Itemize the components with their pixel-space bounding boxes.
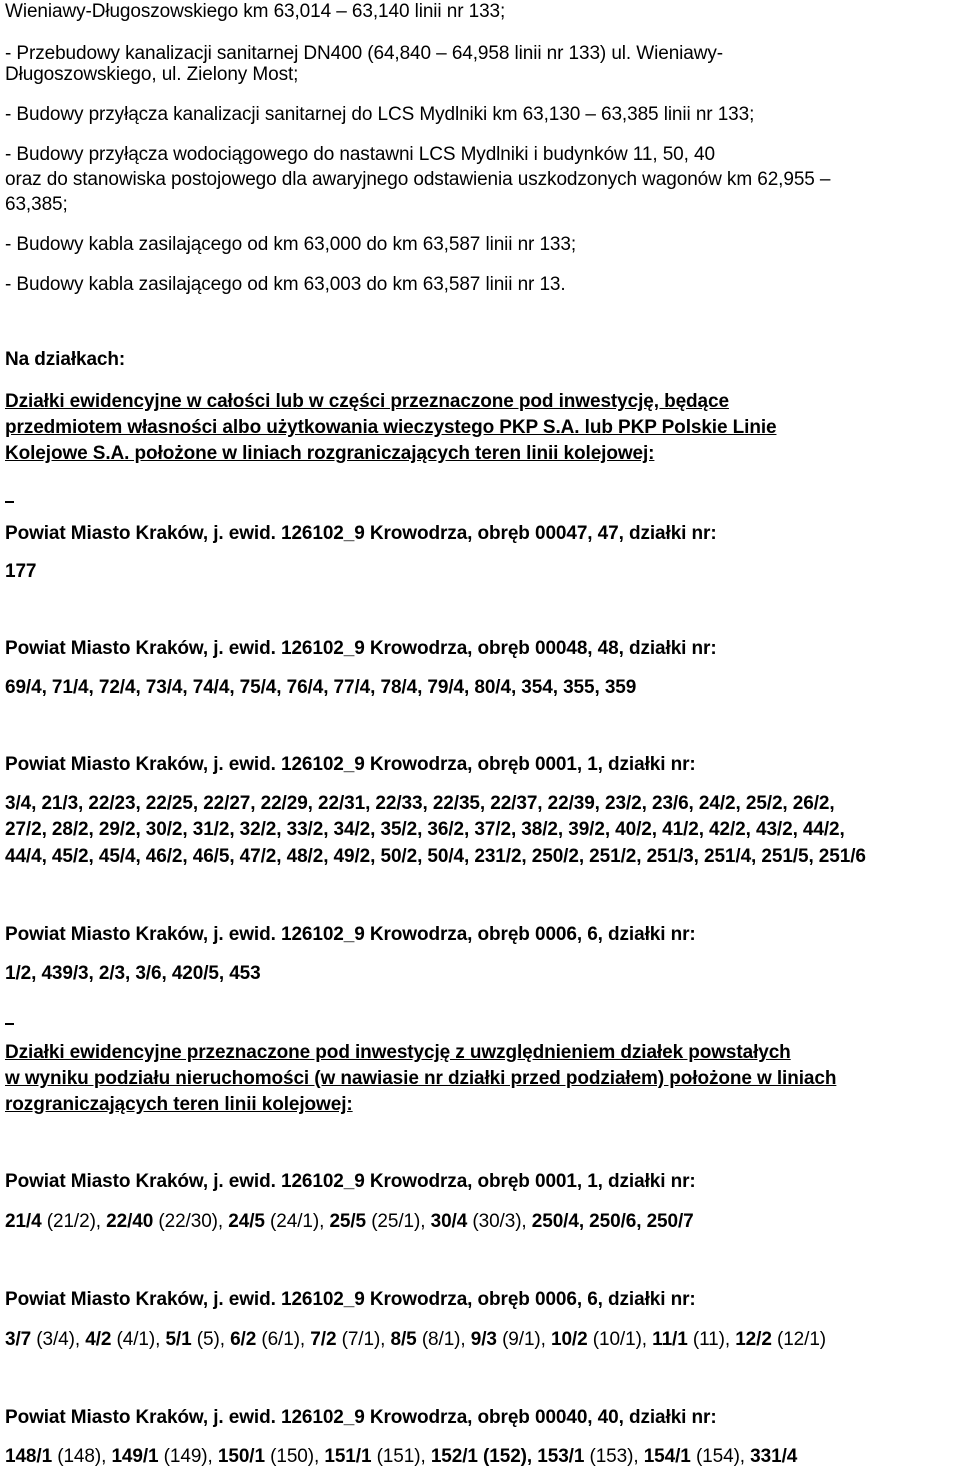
intro-line: - Budowy kabla zasilającego od km 63,003 do km 63,587 linii nr 13. bbox=[5, 274, 566, 295]
parcel-list-line bbox=[5, 1445, 797, 1469]
parcel-number: 3/7 bbox=[5, 1329, 32, 1350]
parcel-number: 22/40 bbox=[106, 1211, 154, 1232]
group1-heading-line: Działki ewidencyjne w całości lub w części przeznaczone pod inwestycję, będące bbox=[5, 391, 729, 412]
separator-dash bbox=[5, 1023, 14, 1025]
parcel-number: 24/5 bbox=[228, 1211, 265, 1232]
previous-parcel-number: (12/1) bbox=[771, 1329, 827, 1350]
parcel-list-line: 44/4, 45/2, 45/4, 46/2, 46/5, 47/2, 48/2, 49/2, 50/2, 50/4, 231/2, 250/2, 251/2, 251/3, 251/4, 251/5, 251/6 bbox=[5, 846, 866, 867]
group1-heading-line: przedmiotem własności albo użytkowania wieczystego PKP S.A. lub PKP Polskie Linie bbox=[5, 417, 777, 438]
parcel-block-header: Powiat Miasto Kraków, j. ewid. 126102_9 Krowodrza, obręb 00040, 40, działki nr: bbox=[5, 1407, 717, 1428]
parcel-number: 149/1 bbox=[111, 1446, 159, 1467]
parcel-block-header: Powiat Miasto Kraków, j. ewid. 126102_9 Krowodrza, obręb 00048, 48, działki nr: bbox=[5, 638, 717, 659]
parcel-number: 4/2 bbox=[85, 1329, 112, 1350]
previous-parcel-number: (11), bbox=[687, 1329, 736, 1350]
section-heading: Na działkach: bbox=[5, 349, 126, 370]
parcel-number: 10/2 bbox=[551, 1329, 588, 1350]
previous-parcel-number: (22/30), bbox=[153, 1211, 229, 1232]
previous-parcel-number: (24/1), bbox=[264, 1211, 330, 1232]
previous-parcel-number: (10/1), bbox=[587, 1329, 653, 1350]
parcel-number: 21/4 bbox=[5, 1211, 42, 1232]
parcel-number: 6/2 bbox=[230, 1329, 257, 1350]
intro-line: Długoszowskiego, ul. Zielony Most; bbox=[5, 64, 299, 85]
parcel-number: 12/2 bbox=[735, 1329, 772, 1350]
parcel-block-header: Powiat Miasto Kraków, j. ewid. 126102_9 Krowodrza, obręb 0006, 6, działki nr: bbox=[5, 924, 696, 945]
parcel-number: 25/5 bbox=[329, 1211, 367, 1232]
parcel-number: 8/5 bbox=[390, 1329, 417, 1350]
parcel-number: 7/2 bbox=[310, 1329, 337, 1350]
parcel-number: 331/4 bbox=[750, 1446, 798, 1467]
previous-parcel-number: (6/1), bbox=[256, 1329, 311, 1350]
group2-heading-line: w wyniku podziału nieruchomości (w nawiasie nr działki przed podziałem) położone w liniach bbox=[5, 1068, 837, 1089]
previous-parcel-number: (7/1), bbox=[336, 1329, 391, 1350]
previous-parcel-number: (3/4), bbox=[31, 1329, 86, 1350]
parcel-list-line: 177 bbox=[5, 561, 37, 582]
previous-parcel-number: (8/1), bbox=[416, 1329, 471, 1350]
parcel-block-header: Powiat Miasto Kraków, j. ewid. 126102_9 Krowodrza, obręb 0006, 6, działki nr: bbox=[5, 1289, 696, 1310]
parcel-number: 154/1 bbox=[643, 1446, 691, 1467]
intro-line: 63,385; bbox=[5, 194, 68, 215]
parcel-number: 30/4 bbox=[430, 1211, 468, 1232]
parcel-number: 150/1 bbox=[217, 1446, 265, 1467]
previous-parcel-number: (21/2), bbox=[41, 1211, 107, 1232]
previous-parcel-number: (5), bbox=[191, 1329, 231, 1350]
previous-parcel-number: (9/1), bbox=[496, 1329, 551, 1350]
parcel-list-line: 3/4, 21/3, 22/23, 22/25, 22/27, 22/29, 22/31, 22/33, 22/35, 22/37, 22/39, 23/2, 23/6, 24/2, 25/2, 26/2, bbox=[5, 793, 835, 814]
parcel-number: 148/1 bbox=[5, 1446, 53, 1467]
previous-parcel-number: (4/1), bbox=[111, 1329, 166, 1350]
parcel-number: 9/3 bbox=[470, 1329, 497, 1350]
parcel-number: 5/1 bbox=[165, 1329, 192, 1350]
parcel-number: 151/1 bbox=[324, 1446, 372, 1467]
group1-heading-line: Kolejowe S.A. położone w liniach rozgraniczających teren linii kolejowej: bbox=[5, 443, 655, 464]
parcel-number: 152/1 (152), bbox=[430, 1446, 538, 1467]
parcel-block-header: Powiat Miasto Kraków, j. ewid. 126102_9 Krowodrza, obręb 00047, 47, działki nr: bbox=[5, 523, 717, 544]
group2-heading-line: rozgraniczających teren linii kolejowej: bbox=[5, 1094, 353, 1115]
intro-line: - Budowy kabla zasilającego od km 63,000 do km 63,587 linii nr 133; bbox=[5, 234, 577, 255]
separator-dash bbox=[5, 501, 14, 503]
group2-heading-line: Działki ewidencyjne przeznaczone pod inwestycję z uwzględnieniem działek powstałych bbox=[5, 1042, 791, 1063]
parcel-list-line: 1/2, 439/3, 2/3, 3/6, 420/5, 453 bbox=[5, 963, 261, 984]
previous-parcel-number: (25/1), bbox=[366, 1211, 431, 1232]
previous-parcel-number: (30/3), bbox=[467, 1211, 532, 1232]
intro-line: Wieniawy-Długoszowskiego km 63,014 – 63,140 linii nr 133; bbox=[5, 1, 506, 22]
intro-line: - Przebudowy kanalizacji sanitarnej DN400 (64,840 – 64,958 linii nr 133) ul. Wieniawy- bbox=[5, 43, 723, 64]
previous-parcel-number: (150), bbox=[264, 1446, 325, 1467]
intro-line: - Budowy przyłącza kanalizacji sanitarnej do LCS Mydlniki km 63,130 – 63,385 linii nr 133; bbox=[5, 104, 755, 125]
parcel-number: 11/1 bbox=[652, 1329, 688, 1350]
parcel-block-header: Powiat Miasto Kraków, j. ewid. 126102_9 Krowodrza, obręb 0001, 1, działki nr: bbox=[5, 754, 696, 775]
previous-parcel-number: (148), bbox=[52, 1446, 112, 1467]
intro-line: oraz do stanowiska postojowego dla awaryjnego odstawienia uszkodzonych wagonów km 62,955 – bbox=[5, 169, 831, 190]
previous-parcel-number: (153), bbox=[584, 1446, 644, 1467]
parcel-block-header: Powiat Miasto Kraków, j. ewid. 126102_9 Krowodrza, obręb 0001, 1, działki nr: bbox=[5, 1171, 696, 1192]
parcel-list-line bbox=[5, 1328, 826, 1352]
previous-parcel-number: (149), bbox=[158, 1446, 218, 1467]
parcel-list-line: 69/4, 71/4, 72/4, 73/4, 74/4, 75/4, 76/4, 77/4, 78/4, 79/4, 80/4, 354, 355, 359 bbox=[5, 677, 637, 698]
intro-line: - Budowy przyłącza wodociągowego do nastawni LCS Mydlniki i budynków 11, 50, 40 bbox=[5, 144, 715, 165]
parcel-list-line: 27/2, 28/2, 29/2, 30/2, 31/2, 32/2, 33/2, 34/2, 35/2, 36/2, 37/2, 38/2, 39/2, 40/2, 41/2, 42/2, 43/2, 44/2, bbox=[5, 819, 845, 840]
previous-parcel-number: (154), bbox=[690, 1446, 751, 1467]
parcel-number: 153/1 bbox=[537, 1446, 585, 1467]
parcel-list-line bbox=[5, 1210, 694, 1234]
parcel-number: 250/4, 250/6, 250/7 bbox=[531, 1211, 694, 1232]
previous-parcel-number: (151), bbox=[371, 1446, 431, 1467]
